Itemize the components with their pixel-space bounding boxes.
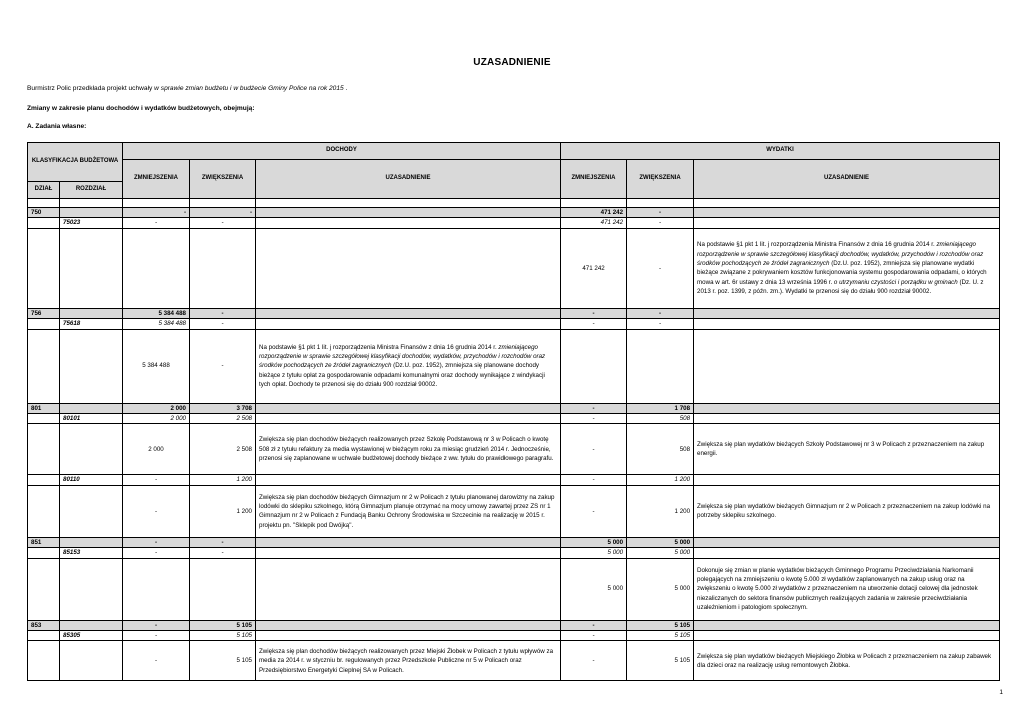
wydatki-uzasadnienie-80101: Zwiększa się plan wydatków bieżących Szkoły Podstawowej nr 3 w Policach z przeznaczeniem na zakup energii.: [694, 424, 1000, 475]
table-row: 851 - - 5 000 5 000: [28, 537, 1000, 547]
table-row: 756 5 384 488 - - -: [28, 308, 1000, 318]
header-klasyfikacja: KLASYFIKACJA BUDŻETOWA: [28, 143, 123, 182]
table-row: - 5 105 Zwiększa się plan dochodów bieżących realizowanych przez Miejski Żłobek w Policach z tytułu wpływów za media za 2014 r. w styczniu br. regulowanych przez Przedszkole Publiczne nr 5 w Policach oraz Przedsiębiorstwo Energetyki Cieplnej SA w Policach. - 5 105 Zwiększa się plan wydatków bieżących Miejskiego Żłobka w Policach z przeznaczeniem na zakup zabawek dla dzieci oraz na realizację usług remontowych Żłobka.: [28, 641, 1000, 681]
header-wydatki-zwiekszenia: ZWIĘKSZENIA: [627, 160, 694, 199]
table-row: 471 242 - Na podstawie §1 pkt 1 lit. j rozporządzenia Ministra Finansów z dnia 16 grudnia 2014 r. zmieniającego rozporządzenie w sprawie szczegółowej klasyfikacji dochodów, wydatków, przychodów i rozchodów oraz środków pochodzących ze źródeł zagranicznych (Dz.U. poz. 1952), zmniejsza się planowane wydatki bieżące związane z pokrywaniem kosztów funkcjonowania systemu gospodarowania odpadami, o których mowa w art. 6r ustawy z dnia 13 września 1996 r. o utrzymaniu czystości i porządku w gminach (Dz. U. z 2013 r. poz. 1399, z późn. zm.). Wydatki te przenosi się do działu 900 rozdział 90002.: [28, 228, 1000, 308]
table-row: 5 000 5 000 Dokonuje się zmian w planie wydatków bieżących Gminnego Programu Przeciwdziałania Narkomanii polegających na zmniejszeniu o kwotę 5.000 zł wydatków zaplanowanych na zakup usług oraz na zwiększeniu o kwotę 5.000 zł wydatków z przeznaczeniem na utworzenie dotacji celowej dla jednostek niezaliczanych do sektora finansów publicznych realizujących zadania w zakresie przeciwdziałania uzależnieniom i patologiom społecznym.: [28, 558, 1000, 620]
header-wydatki-uzasadnienie: UZASADNIENIE: [694, 160, 1000, 199]
page-number: 1: [999, 689, 1003, 696]
table-row: 80110 - 1 200 - 1 200: [28, 475, 1000, 485]
dochody-uzasadnienie-80110: Zwiększa się plan dochodów bieżących Gimnazjum nr 2 w Policach z tytułu planowanej darowizny na zakup lodówki do sklepiku szkolnego, którą Gimnazjum planuje otrzymać na mocy umowy zawartej przez ZS nr 1 Gimnazjum nr 2 w Policach z Fundacją Banku Ochrony Środowiska w Szczecinie na realizację w 2015 r. projektu pn. "Sklepik pod Dwójką".: [256, 485, 561, 537]
table-row: 85153 - - 5 000 5 000: [28, 548, 1000, 558]
header-dochody: DOCHODY: [123, 143, 561, 160]
table-row: 75618 5 384 488 - - -: [28, 319, 1000, 329]
header-dochody-uzasadnienie: UZASADNIENIE: [256, 160, 561, 199]
header-dochody-zwiekszenia: ZWIĘKSZENIA: [190, 160, 256, 199]
header-wydatki-zmniejszenia: ZMNIEJSZENIA: [561, 160, 627, 199]
table-row: 75023 - - 471 242 -: [28, 218, 1000, 228]
table-row: 5 384 488 - Na podstawie §1 pkt 1 lit. j rozporządzenia Ministra Finansów z dnia 16 grudnia 2014 r. zmieniającego rozporządzenie w sprawie szczegółowej klasyfikacji dochodów, wydatków, przychodów i rozchodów oraz środków pochodzących ze źródeł zagranicznych (Dz.U. poz. 1952), zmniejsza się planowane dochody bieżące z tytułu opłat za gospodarowanie odpadami komunalnymi oraz dochody wynikające z windykacji tych opłat. Dochody te przenosi się do działu 900 rozdział 90002.: [28, 329, 1000, 403]
table-row: 80101 2 000 2 508 - 508: [28, 414, 1000, 424]
header-dzial: DZIAŁ: [28, 182, 60, 199]
table-row: 750 - - 471 242 -: [28, 208, 1000, 218]
header-wydatki: WYDATKI: [561, 143, 1000, 160]
table-row: 801 2 000 3 708 - 1 708: [28, 403, 1000, 413]
wydatki-uzasadnienie-85153: Dokonuje się zmian w planie wydatków bieżących Gminnego Programu Przeciwdziałania Narkomanii polegających na zmniejszeniu o kwotę 5.000 zł wydatków zaplanowanych na zakup usług oraz na zwiększeniu o kwotę 5.000 zł wydatków z przeznaczeniem na utworzenie dotacji celowej dla jednostek niezaliczanych do sektora finansów publicznych realizujących zadania w zakresie przeciwdziałania uzależnieniom i patologiom społecznym.: [694, 558, 1000, 620]
dochody-uzasadnienie-85305: Zwiększa się plan dochodów bieżących realizowanych przez Miejski Żłobek w Policach z tytułu wpływów za media za 2014 r. w styczniu br. regulowanych przez Przedszkole Publiczne nr 5 w Policach oraz Przedsiębiorstwo Energetyki Cieplnej SA w Policach.: [256, 641, 561, 681]
header-rozdzial: ROZDZIAŁ: [60, 182, 123, 199]
header-dochody-zmniejszenia: ZMNIEJSZENIA: [123, 160, 190, 199]
wydatki-uzasadnienie-75023: Na podstawie §1 pkt 1 lit. j rozporządzenia Ministra Finansów z dnia 16 grudnia 2014 r. zmieniającego rozporządzenie w sprawie szczegółowej klasyfikacji dochodów, wydatków, przychodów i rozchodów oraz środków pochodzących ze źródeł zagranicznych (Dz.U. poz. 1952), zmniejsza się planowane wydatki bieżące związane z pokrywaniem kosztów funkcjonowania systemu gospodarowania odpadami, o których mowa w art. 6r ustawy z dnia 13 września 1996 r. o utrzymaniu czystości i porządku w gminach (Dz. U. z 2013 r. poz. 1399, z późn. zm.). Wydatki te przenosi się do działu 900 rozdział 90002.: [694, 228, 1000, 308]
intro-paragraph: Burmistrz Polic przedkłada projekt uchwały w sprawie zmian budżetu i w budżecie Gminy Police na rok 2015 .: [27, 85, 348, 92]
budget-table: [27, 142, 1000, 681]
table-row: 2 000 2 508 Zwiększa się plan dochodów bieżących realizowanych przez Szkołę Podstawową nr 3 w Policach o kwotę 508 zł z tytułu refaktury za media wystawionej w bieżącym roku za miesiąc grudzień 2014 r. Jednocześnie, przenosi się zaplanowane w uchwale budżetowej dochody bieżące z ww. tytułu do prawidłowego paragrafu. - 508 Zwiększa się plan wydatków bieżących Szkoły Podstawowej nr 3 w Policach z przeznaczeniem na zakup energii.: [28, 424, 1000, 475]
table-row: 853 - 5 105 - 5 105: [28, 620, 1000, 630]
subtitle: Zmiany w zakresie planu dochodów i wydatków budżetowych, obejmują:: [27, 105, 255, 112]
dochody-uzasadnienie-80101: Zwiększa się plan dochodów bieżących realizowanych przez Szkołę Podstawową nr 3 w Policach o kwotę 508 zł z tytułu refaktury za media wystawionej w bieżącym roku za miesiąc grudzień 2014 r. Jednocześnie, przenosi się zaplanowane w uchwale budżetowej dochody bieżące z ww. tytułu do prawidłowego paragrafu.: [256, 424, 561, 475]
wydatki-uzasadnienie-80110: Zwiększa się plan wydatków bieżących Gimnazjum nr 2 w Policach z przeznaczeniem na zakup lodówki na potrzeby sklepiku szkolnego.: [694, 485, 1000, 537]
page-title: UZASADNIENIE: [473, 57, 551, 68]
dochody-uzasadnienie-75618: Na podstawie §1 pkt 1 lit. j rozporządzenia Ministra Finansów z dnia 16 grudnia 2014 r. zmieniającego rozporządzenie w sprawie szczegółowej klasyfikacji dochodów, wydatków, przychodów i rozchodów oraz środków pochodzących ze źródeł zagranicznych (Dz.U. poz. 1952), zmniejsza się planowane dochody bieżące z tytułu opłat za gospodarowanie odpadami komunalnymi oraz dochody wynikające z windykacji tych opłat. Dochody te przenosi się do działu 900 rozdział 90002.: [256, 329, 561, 403]
table-row: 85305 - 5 105 - 5 105: [28, 631, 1000, 641]
section-heading: A. Zadania własne:: [27, 123, 87, 130]
table-row: - 1 200 Zwiększa się plan dochodów bieżących Gimnazjum nr 2 w Policach z tytułu planowanej darowizny na zakup lodówki do sklepiku szkolnego, którą Gimnazjum planuje otrzymać na mocy umowy zawartej przez ZS nr 1 Gimnazjum nr 2 w Policach z Fundacją Banku Ochrony Środowiska w Szczecinie na realizację w 2015 r. projektu pn. "Sklepik pod Dwójką". - 1 200 Zwiększa się plan wydatków bieżących Gimnazjum nr 2 w Policach z przeznaczeniem na zakup lodówki na potrzeby sklepiku szkolnego.: [28, 485, 1000, 537]
wydatki-uzasadnienie-85305: Zwiększa się plan wydatków bieżących Miejskiego Żłobka w Policach z przeznaczeniem na zakup zabawek dla dzieci oraz na realizację usług remontowych Żłobka.: [694, 641, 1000, 681]
